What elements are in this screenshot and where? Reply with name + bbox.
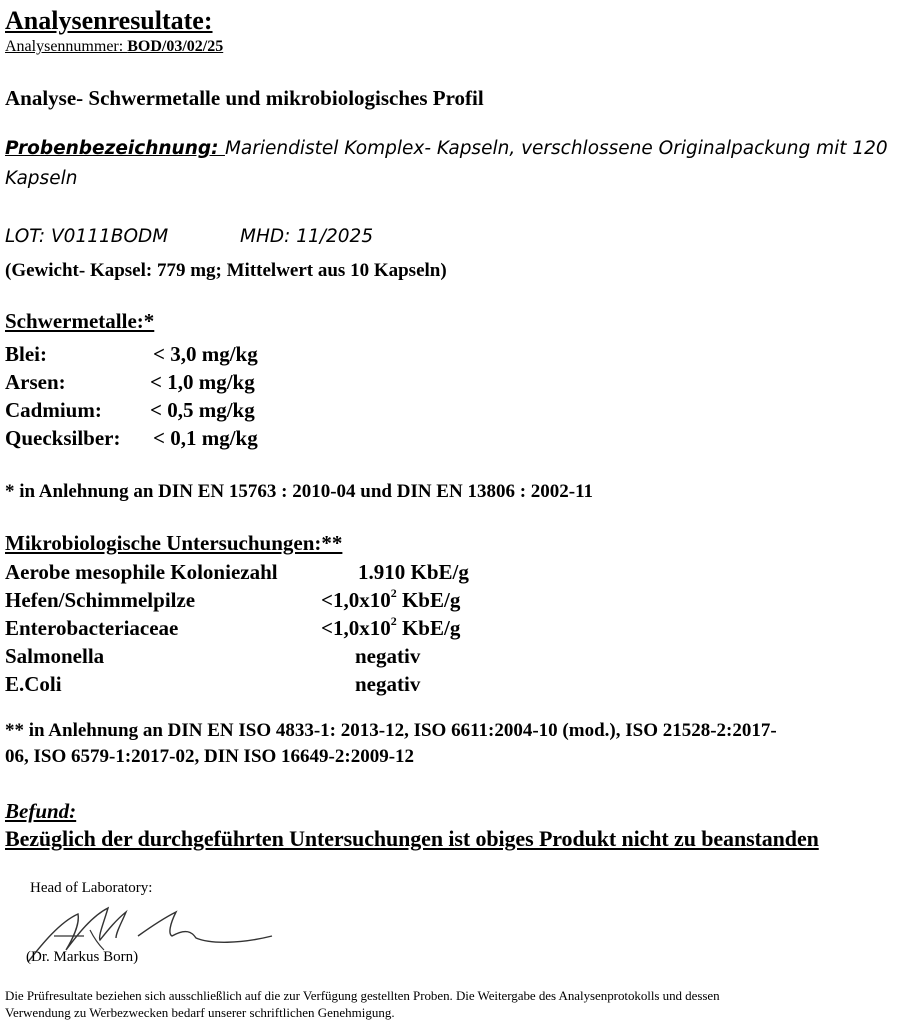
disclaimer-line-2: Verwendung zu Werbezwecken bedarf unserer schriftlichen Genehmigung. xyxy=(5,1005,395,1020)
lot-number: LOT: V0111BODM xyxy=(5,226,169,247)
analysis-number-value: BOD/03/02/25 xyxy=(127,38,224,55)
micro-value-enterobacteriaceae xyxy=(321,616,460,641)
micro-value-ecoli: negativ xyxy=(355,672,421,696)
analysis-number xyxy=(5,38,223,56)
micro-value-salmonella: negativ xyxy=(355,644,421,668)
metal-name-arsenic: Arsen: xyxy=(5,370,66,394)
befund-label: Befund: xyxy=(5,799,77,823)
metal-value-lead: < 3,0 mg/kg xyxy=(153,342,258,366)
signature-name: (Dr. Markus Born) xyxy=(26,949,139,965)
micro-footnote-line-2: 06, ISO 6579-1:2017-02, DIN ISO 16649-2:2009-12 xyxy=(5,746,415,767)
micro-value-yeast-mold xyxy=(321,588,460,613)
metal-value-arsenic: < 1,0 mg/kg xyxy=(150,370,255,394)
befund-text: Bezüglich der durchgeführten Untersuchungen ist obiges Produkt nicht zu beanstanden xyxy=(5,826,819,851)
micro-value-aerobic: 1.910 KbE/g xyxy=(358,560,469,584)
sample-label: Probenbezeichnung: xyxy=(5,138,225,159)
disclaimer-line-1: Die Prüfresultate beziehen sich ausschließlich auf die zur Verfügung gestellten Proben. Die Weitergabe des Analysenprotokolls und dessen xyxy=(5,988,720,1003)
micro-name-ecoli: E.Coli xyxy=(5,672,62,696)
micro-value-entero-unit: KbE/g xyxy=(396,616,461,640)
best-before-date: MHD: 11/2025 xyxy=(240,226,374,247)
micro-name-yeast-mold: Hefen/Schimmelpilze xyxy=(5,588,196,612)
analysis-title: Analyse- Schwermetalle und mikrobiologisches Profil xyxy=(5,86,484,110)
sample-text: Mariendistel Komplex- Kapseln, verschlossene Originalpackung mit 120 xyxy=(224,138,888,159)
micro-value-yeast-mold-unit: KbE/g xyxy=(396,588,461,612)
heavy-metals-heading: Schwermetalle:* xyxy=(5,309,155,333)
heavy-metals-footnote: * in Anlehnung an DIN EN 15763 : 2010-04 und DIN EN 13806 : 2002-11 xyxy=(5,481,594,502)
metal-name-mercury: Quecksilber: xyxy=(5,426,121,450)
micro-name-enterobacteriaceae: Enterobacteriaceae xyxy=(5,616,179,640)
micro-value-yeast-mold-base: <1,0x10 xyxy=(321,588,391,612)
micro-name-aerobic: Aerobe mesophile Koloniezahl xyxy=(5,560,278,584)
sample-line-1 xyxy=(5,138,888,159)
analysis-number-label: Analysennummer: xyxy=(5,38,128,55)
document-title: Analysenresultate: xyxy=(5,6,213,35)
sample-line-2: Kapseln xyxy=(5,168,78,189)
micro-value-entero-exp: 2 xyxy=(390,614,397,628)
signature-stroke-4 xyxy=(90,930,104,950)
metal-value-cadmium: < 0,5 mg/kg xyxy=(150,398,255,422)
signature-stroke-3 xyxy=(138,912,272,942)
micro-value-entero-base: <1,0x10 xyxy=(321,616,391,640)
micro-footnote-line-1: ** in Anlehnung an DIN EN ISO 4833-1: 2013-12, ISO 6611:2004-10 (mod.), ISO 21528-2:2017- xyxy=(5,720,777,741)
metal-name-lead: Blei: xyxy=(5,342,47,366)
metal-value-mercury: < 0,1 mg/kg xyxy=(153,426,258,450)
micro-name-salmonella: Salmonella xyxy=(5,644,105,668)
signature-role: Head of Laboratory: xyxy=(30,880,153,896)
metal-name-cadmium: Cadmium: xyxy=(5,398,102,422)
micro-heading: Mikrobiologische Untersuchungen:** xyxy=(5,531,343,555)
micro-value-yeast-mold-exp: 2 xyxy=(390,586,397,600)
capsule-weight: (Gewicht- Kapsel: 779 mg; Mittelwert aus 10 Kapseln) xyxy=(5,260,447,281)
